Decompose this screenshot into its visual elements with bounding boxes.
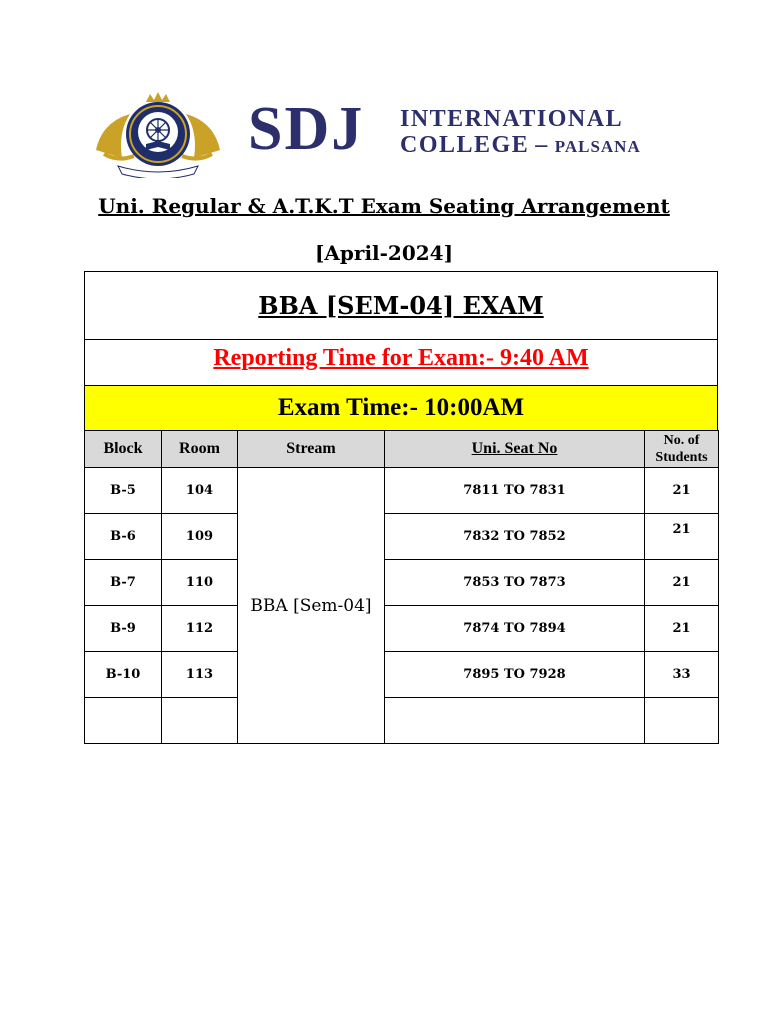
cell-seats: 7874 TO 7894: [385, 606, 645, 652]
cell-room: 104: [162, 468, 238, 514]
cell-students: 21: [645, 560, 719, 606]
header-students-line1: No. of: [663, 433, 700, 448]
cell-room: 109: [162, 514, 238, 560]
document-subtitle: [April-2024]: [314, 241, 454, 265]
header-stream: Stream: [238, 431, 385, 468]
cell-block: B-10: [85, 652, 162, 698]
cell-students: 21: [645, 468, 719, 514]
brand-palsana: PALSANA: [554, 137, 641, 156]
cell-empty: [645, 698, 719, 744]
cell-seats: 7811 TO 7831: [385, 468, 645, 514]
brand-dash: –: [535, 132, 549, 158]
header-students-line2: Students: [655, 450, 708, 465]
college-seal-icon: [88, 92, 228, 178]
cell-stream: BBA [Sem-04]: [238, 468, 385, 744]
cell-seats: 7895 TO 7928: [385, 652, 645, 698]
college-logo: [88, 92, 688, 178]
cell-block: B-5: [85, 468, 162, 514]
cell-room: 112: [162, 606, 238, 652]
table-row: [85, 468, 719, 514]
table-header-row: [85, 431, 719, 468]
cell-block: B-6: [85, 514, 162, 560]
header-students: [645, 431, 719, 468]
document-title: Uni. Regular & A.T.K.T Exam Seating Arrangement: [98, 194, 670, 218]
cell-empty: [385, 698, 645, 744]
header-seat-no: Uni. Seat No: [385, 431, 645, 468]
cell-room: 113: [162, 652, 238, 698]
cell-students: 33: [645, 652, 719, 698]
cell-room: 110: [162, 560, 238, 606]
table-row-empty: [85, 698, 719, 744]
exam-time: Exam Time:- 10:00AM: [84, 385, 718, 430]
brand-sdj: SDJ: [248, 95, 365, 163]
cell-empty: [162, 698, 238, 744]
cell-block: B-7: [85, 560, 162, 606]
cell-students: 21: [645, 606, 719, 652]
cell-empty: [85, 698, 162, 744]
brand-international: INTERNATIONAL: [400, 106, 624, 132]
cell-students: 21: [645, 514, 719, 560]
table-row: [85, 606, 719, 652]
cell-seats: 7853 TO 7873: [385, 560, 645, 606]
table-row: [85, 560, 719, 606]
exam-name: BBA [SEM-04] EXAM: [84, 271, 718, 339]
cell-seats: 7832 TO 7852: [385, 514, 645, 560]
brand-college-palsana: [400, 132, 641, 160]
header-block: Block: [85, 431, 162, 468]
seating-table: [84, 430, 719, 744]
reporting-time: Reporting Time for Exam:- 9:40 AM: [84, 339, 718, 385]
table-row: [85, 514, 719, 560]
cell-block: B-9: [85, 606, 162, 652]
header-room: Room: [162, 431, 238, 468]
table-row: [85, 652, 719, 698]
brand-college: COLLEGE: [400, 132, 530, 158]
seating-frame: [84, 271, 718, 744]
